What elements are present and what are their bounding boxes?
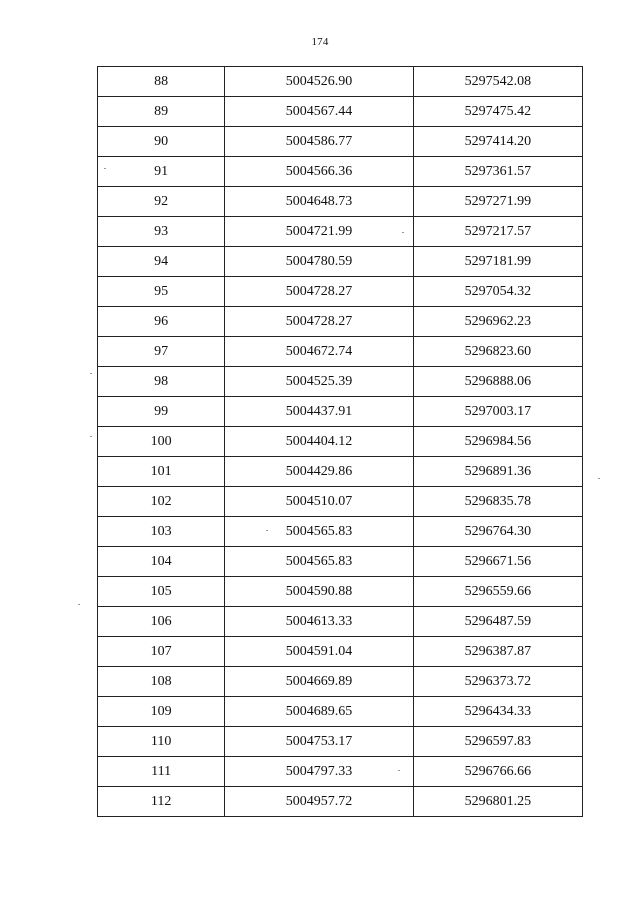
y-coordinate-cell: 5296984.56 [413, 427, 582, 457]
scan-speck [402, 232, 404, 233]
point-number-cell: 93 [98, 217, 225, 247]
point-number-cell: 98 [98, 367, 225, 397]
x-coordinate-cell: 5004404.12 [225, 427, 413, 457]
x-coordinate-cell: 5004669.89 [225, 667, 413, 697]
point-number-cell: 104 [98, 547, 225, 577]
table-row [98, 487, 583, 517]
point-number-cell: 96 [98, 307, 225, 337]
y-coordinate-cell: 5297003.17 [413, 397, 582, 427]
table-row [98, 97, 583, 127]
point-number-cell: 91 [98, 157, 225, 187]
point-number-cell: 103 [98, 517, 225, 547]
y-coordinate-cell: 5296835.78 [413, 487, 582, 517]
scan-speck [266, 530, 268, 531]
point-number-cell: 109 [98, 697, 225, 727]
table-row [98, 337, 583, 367]
point-number-cell: 95 [98, 277, 225, 307]
x-coordinate-cell: 5004957.72 [225, 787, 413, 817]
point-number-cell: 105 [98, 577, 225, 607]
x-coordinate-cell: 5004437.91 [225, 397, 413, 427]
table-row [98, 217, 583, 247]
x-coordinate-cell: 5004648.73 [225, 187, 413, 217]
point-number-cell: 102 [98, 487, 225, 517]
y-coordinate-cell: 5297271.99 [413, 187, 582, 217]
table-row [98, 787, 583, 817]
x-coordinate-cell: 5004728.27 [225, 307, 413, 337]
table-row [98, 667, 583, 697]
point-number-cell: 107 [98, 637, 225, 667]
x-coordinate-cell: 5004565.83 [225, 517, 413, 547]
point-number-cell: 89 [98, 97, 225, 127]
scan-speck [90, 436, 92, 437]
table-row [98, 397, 583, 427]
x-coordinate-cell: 5004510.07 [225, 487, 413, 517]
y-coordinate-cell: 5296597.83 [413, 727, 582, 757]
y-coordinate-cell: 5296671.56 [413, 547, 582, 577]
coordinate-table [97, 66, 583, 817]
table-row [98, 307, 583, 337]
x-coordinate-cell: 5004565.83 [225, 547, 413, 577]
y-coordinate-cell: 5296801.25 [413, 787, 582, 817]
point-number-cell: 88 [98, 67, 225, 97]
y-coordinate-cell: 5296962.23 [413, 307, 582, 337]
y-coordinate-cell: 5296766.66 [413, 757, 582, 787]
y-coordinate-cell: 5297054.32 [413, 277, 582, 307]
y-coordinate-cell: 5296559.66 [413, 577, 582, 607]
x-coordinate-cell: 5004728.27 [225, 277, 413, 307]
x-coordinate-cell: 5004753.17 [225, 727, 413, 757]
y-coordinate-cell: 5296891.36 [413, 457, 582, 487]
y-coordinate-cell: 5296764.30 [413, 517, 582, 547]
table-row [98, 427, 583, 457]
point-number-cell: 111 [98, 757, 225, 787]
scan-speck [598, 478, 600, 479]
y-coordinate-cell: 5297361.57 [413, 157, 582, 187]
y-coordinate-cell: 5296823.60 [413, 337, 582, 367]
y-coordinate-cell: 5296487.59 [413, 607, 582, 637]
x-coordinate-cell: 5004613.33 [225, 607, 413, 637]
y-coordinate-cell: 5296888.06 [413, 367, 582, 397]
page-number: 174 [311, 36, 329, 48]
table-row [98, 127, 583, 157]
x-coordinate-cell: 5004567.44 [225, 97, 413, 127]
y-coordinate-cell: 5296373.72 [413, 667, 582, 697]
scan-speck [104, 168, 106, 169]
point-number-cell: 99 [98, 397, 225, 427]
y-coordinate-cell: 5297414.20 [413, 127, 582, 157]
y-coordinate-cell: 5296434.33 [413, 697, 582, 727]
y-coordinate-cell: 5297181.99 [413, 247, 582, 277]
point-number-cell: 97 [98, 337, 225, 367]
x-coordinate-cell: 5004590.88 [225, 577, 413, 607]
table-row [98, 367, 583, 397]
table-row [98, 637, 583, 667]
table-row [98, 457, 583, 487]
x-coordinate-cell: 5004525.39 [225, 367, 413, 397]
point-number-cell: 112 [98, 787, 225, 817]
x-coordinate-cell: 5004566.36 [225, 157, 413, 187]
table-row [98, 547, 583, 577]
table-row [98, 727, 583, 757]
point-number-cell: 110 [98, 727, 225, 757]
y-coordinate-cell: 5297475.42 [413, 97, 582, 127]
x-coordinate-cell: 5004721.99 [225, 217, 413, 247]
scan-speck [398, 770, 400, 771]
coordinate-table-body [98, 67, 583, 817]
point-number-cell: 100 [98, 427, 225, 457]
table-row [98, 517, 583, 547]
table-row [98, 577, 583, 607]
y-coordinate-cell: 5296387.87 [413, 637, 582, 667]
point-number-cell: 106 [98, 607, 225, 637]
x-coordinate-cell: 5004797.33 [225, 757, 413, 787]
y-coordinate-cell: 5297542.08 [413, 67, 582, 97]
x-coordinate-cell: 5004780.59 [225, 247, 413, 277]
scan-speck [90, 373, 92, 374]
x-coordinate-cell: 5004689.65 [225, 697, 413, 727]
table-row [98, 157, 583, 187]
scan-speck [78, 604, 80, 605]
x-coordinate-cell: 5004586.77 [225, 127, 413, 157]
x-coordinate-cell: 5004429.86 [225, 457, 413, 487]
table-row [98, 757, 583, 787]
table-row [98, 67, 583, 97]
y-coordinate-cell: 5297217.57 [413, 217, 582, 247]
table-row [98, 607, 583, 637]
table-row [98, 247, 583, 277]
table-row [98, 697, 583, 727]
x-coordinate-cell: 5004672.74 [225, 337, 413, 367]
x-coordinate-cell: 5004526.90 [225, 67, 413, 97]
point-number-cell: 108 [98, 667, 225, 697]
point-number-cell: 101 [98, 457, 225, 487]
point-number-cell: 92 [98, 187, 225, 217]
point-number-cell: 94 [98, 247, 225, 277]
point-number-cell: 90 [98, 127, 225, 157]
table-row [98, 187, 583, 217]
x-coordinate-cell: 5004591.04 [225, 637, 413, 667]
table-row [98, 277, 583, 307]
